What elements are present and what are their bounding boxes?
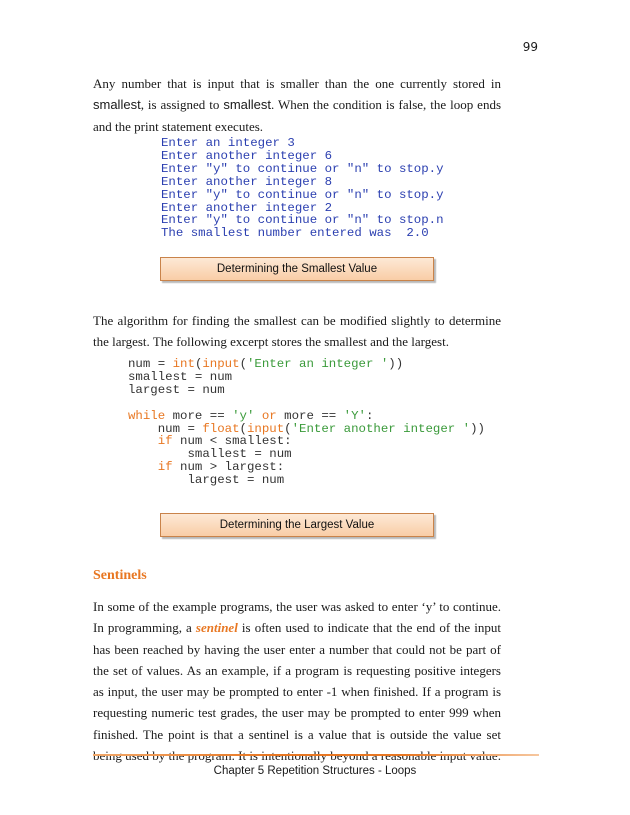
- code-line-1: num = int(input('Enter an integer ')): [128, 357, 404, 371]
- console-line: The smallest number entered was 2.0: [161, 226, 429, 241]
- var-smallest-2: smallest: [223, 97, 272, 113]
- console-line: Enter "y" to continue or "n" to stop.y: [161, 161, 444, 176]
- code-line-3: largest = num: [128, 382, 225, 397]
- sentinel-term: sentinel: [195, 620, 238, 636]
- console-line: Enter another integer 6: [161, 148, 333, 163]
- caption-smallest-value: Determining the Smallest Value: [160, 257, 434, 281]
- code-line-8: smallest = num: [128, 447, 292, 462]
- code-line-10: largest = num: [128, 473, 285, 488]
- console-line: Enter another integer 2: [161, 200, 333, 215]
- sentinel-text-2: is often used to indicate that the end of the input has been reached by having the user enter a number that could not be part of the set of values. As an example, if a program is requesting positive integers as input, the user may be prompted to enter -1 when finished. If a program is requesting numeric test grades, the user may be prompted to enter 999 when finished. The point is that a sentinel is a value that is outside the value set: [93, 620, 501, 742]
- console-line: Enter "y" to continue or "n" to stop.y: [161, 187, 444, 202]
- sentinel-paragraph: [93, 596, 501, 766]
- intro-paragraph: [93, 73, 501, 137]
- console-line: Enter another integer 8: [161, 174, 333, 189]
- code-line-2: smallest = num: [128, 369, 233, 384]
- intro-text-3: . When the condition is false, the loop ends and the print statement executes.: [93, 97, 501, 134]
- section-heading-sentinels: Sentinels: [93, 568, 147, 583]
- intro-text-1: Any number that is input that is smaller than the one currently stored in: [93, 76, 501, 91]
- var-smallest-1: smallest: [93, 97, 141, 113]
- console-line: Enter "y" to continue or "n" to stop.n: [161, 213, 444, 228]
- page-number: 99: [522, 40, 538, 54]
- sentinel-text-1: In some of the example programs, the user was asked to enter ‘y’ to continue. In programming, a: [93, 599, 501, 636]
- code-line-6: num = float(input('Enter another integer ')): [128, 421, 485, 436]
- footer-rule: [93, 754, 539, 756]
- code-block: [128, 358, 485, 487]
- footer-chapter-title: Chapter 5 Repetition Structures - Loops: [213, 765, 417, 777]
- code-line-9: if num > largest:: [157, 460, 285, 475]
- intro-text-2: , is assigned to: [140, 97, 224, 113]
- algorithm-paragraph: The algorithm for finding the smallest can be modified slightly to determine the largest. The following excerpt stores the smallest and the largest.: [93, 313, 501, 350]
- code-line-7: if num < smallest:: [157, 434, 292, 449]
- console-line: Enter an integer 3: [161, 136, 295, 150]
- code-line-5: while more == 'y' or more == 'Y':: [128, 408, 374, 423]
- console-output: [161, 137, 444, 240]
- caption-largest-value: Determining the Largest Value: [160, 513, 434, 537]
